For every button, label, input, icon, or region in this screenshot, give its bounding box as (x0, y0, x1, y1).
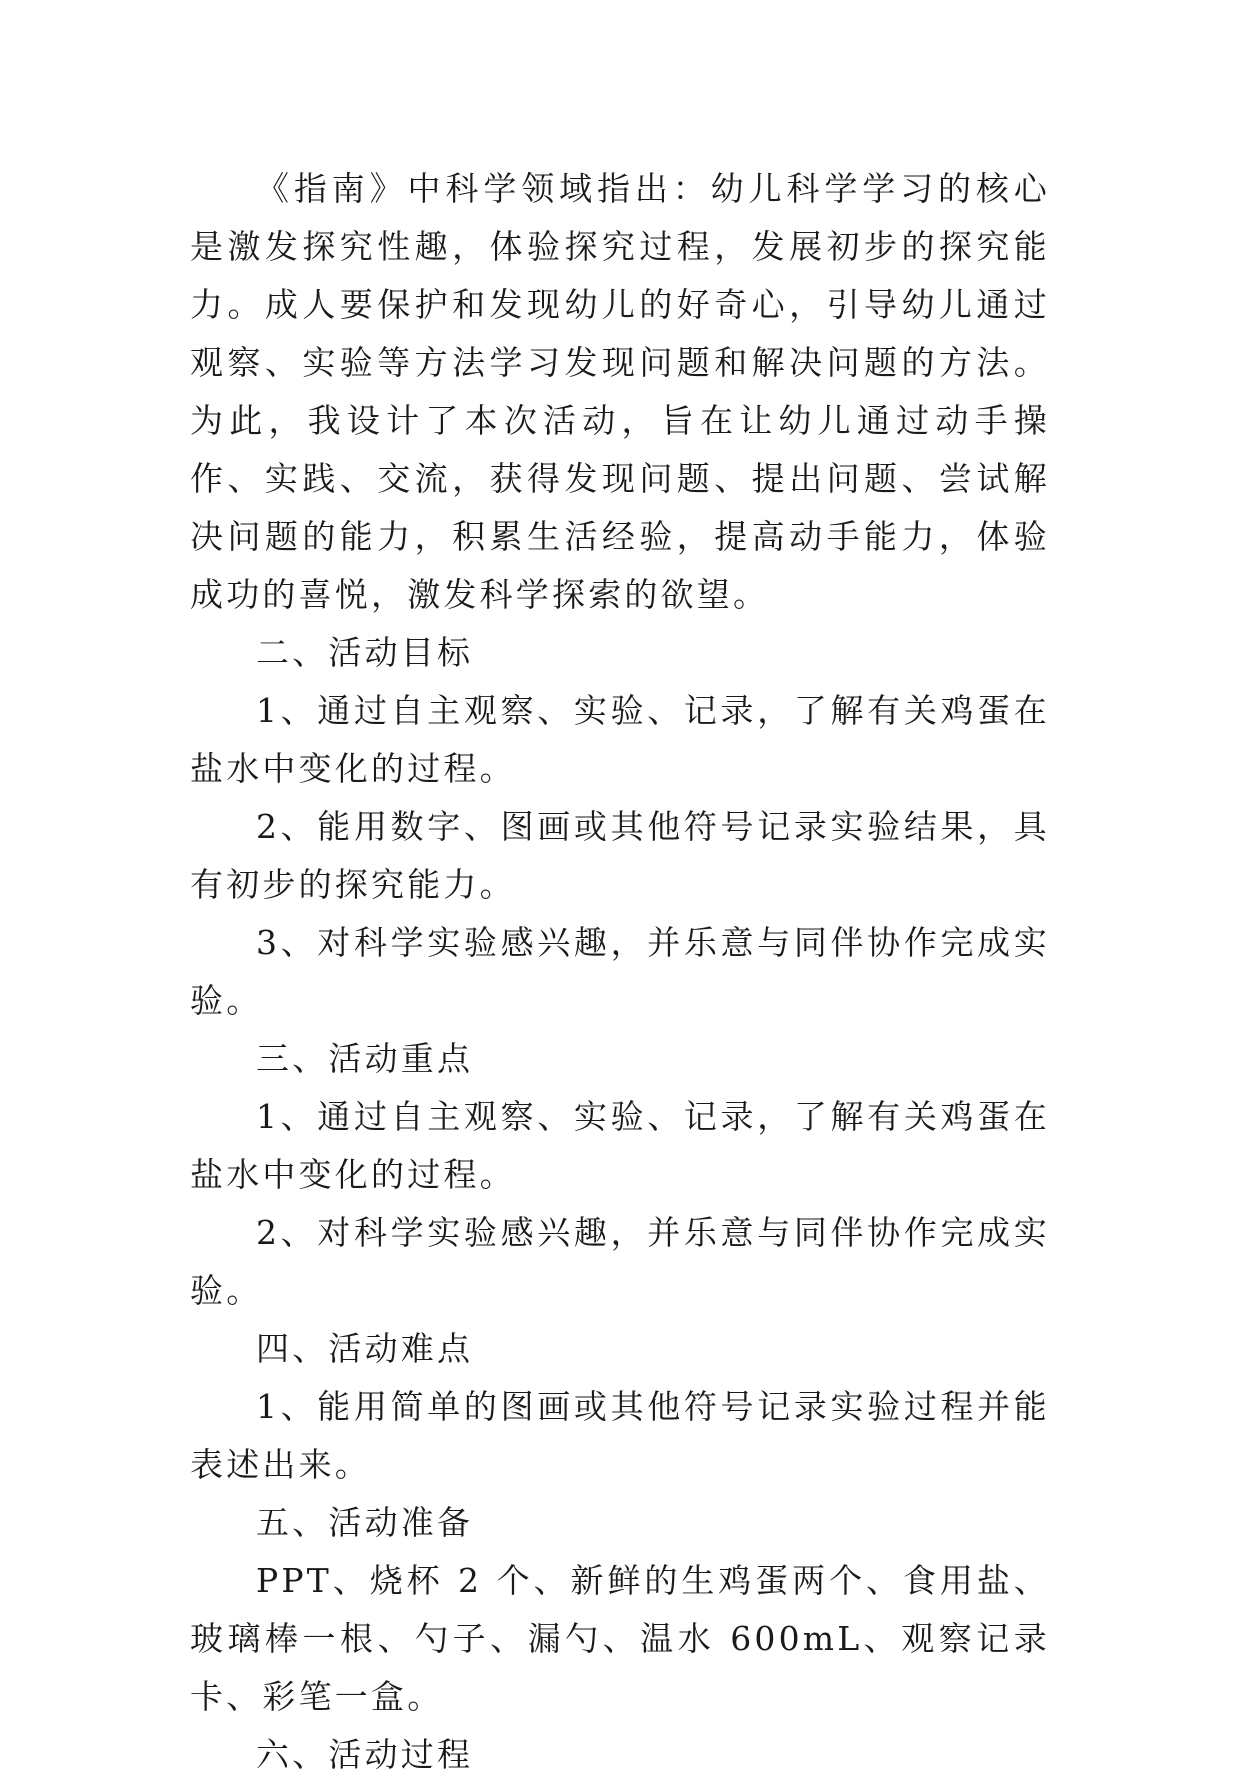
intro-paragraph: 《指南》中科学领域指出：幼儿科学学习的核心是激发探究性趣，体验探究过程，发展初步的探究能力。成人要保护和发现幼儿的好奇心，引导幼儿通过观察、实验等方法学习发现问题和解决问题的方法。为此，我设计了本次活动，旨在让幼儿通过动手操作、实践、交流，获得发现问题、提出问题、尝试解决问题的能力，积累生活经验，提高动手能力，体验成功的喜悦，激发科学探索的欲望。 (190, 169, 1050, 614)
document-body (190, 160, 1050, 1784)
goal-item-3: 3、对科学实验感兴趣，并乐意与同伴协作完成实验。 (190, 923, 1050, 1020)
section-heading-key-points: 三、活动重点 (256, 1039, 474, 1078)
goal-item-1: 1、通过自主观察、实验、记录，了解有关鸡蛋在盐水中变化的过程。 (190, 691, 1050, 788)
key-point-item-1: 1、通过自主观察、实验、记录，了解有关鸡蛋在盐水中变化的过程。 (190, 1097, 1050, 1194)
section-heading-preparation: 五、活动准备 (256, 1503, 474, 1542)
goal-item-2: 2、能用数字、图画或其他符号记录实验结果，具有初步的探究能力。 (190, 807, 1050, 904)
difficulty-item-1: 1、能用简单的图画或其他符号记录实验过程并能表述出来。 (190, 1387, 1050, 1484)
preparation-item-1: PPT、烧杯 2 个、新鲜的生鸡蛋两个、食用盐、玻璃棒一根、勺子、漏勺、温水 600mL、观察记录卡、彩笔一盒。 (190, 1561, 1050, 1716)
key-point-item-2: 2、对科学实验感兴趣，并乐意与同伴协作完成实验。 (190, 1213, 1050, 1310)
section-heading-goals: 二、活动目标 (256, 633, 474, 672)
section-heading-difficulties: 四、活动难点 (256, 1329, 474, 1368)
section-heading-process: 六、活动过程 (256, 1735, 474, 1774)
